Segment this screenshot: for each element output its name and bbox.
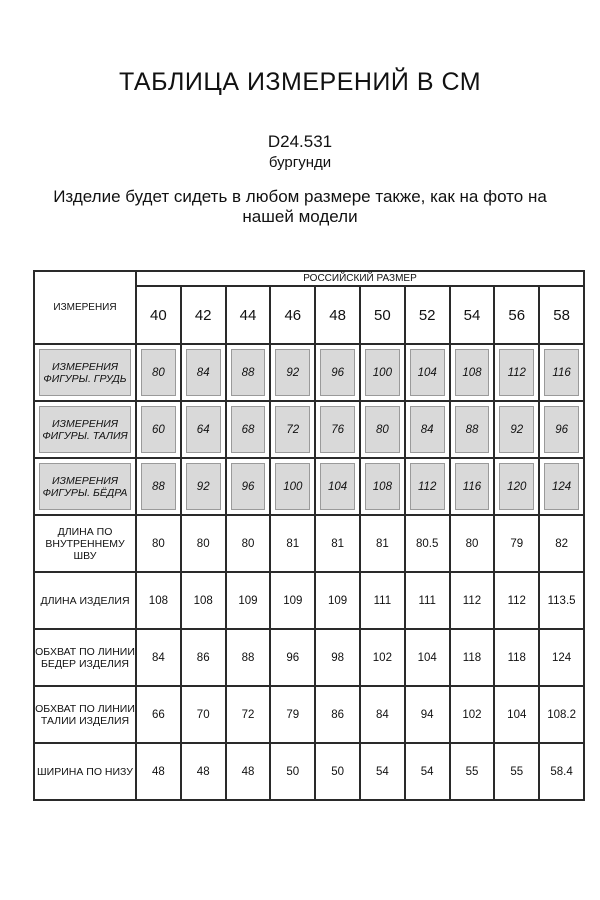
table-cell: 112 xyxy=(494,344,539,401)
table-cell: 124 xyxy=(539,629,584,686)
table-row xyxy=(34,515,584,572)
table-cell: 96 xyxy=(315,344,360,401)
table-cell: 86 xyxy=(315,686,360,743)
table-cell: 84 xyxy=(181,344,226,401)
table-cell: 92 xyxy=(270,344,315,401)
table-cell: 80 xyxy=(450,515,495,572)
table-cell: 92 xyxy=(181,458,226,515)
table-cell: 124 xyxy=(539,458,584,515)
color-name: бургунди xyxy=(268,154,332,171)
table-cell: 66 xyxy=(136,686,181,743)
size-header-cell: 44 xyxy=(226,286,271,344)
table-cell: 108 xyxy=(136,572,181,629)
row-label: ИЗМЕРЕНИЯ ФИГУРЫ. БЁДРА xyxy=(34,458,136,515)
table-cell: 72 xyxy=(270,401,315,458)
table-cell: 118 xyxy=(450,629,495,686)
table-cell: 84 xyxy=(360,686,405,743)
article-number: D24.531 xyxy=(267,132,333,151)
table-cell: 79 xyxy=(270,686,315,743)
table-cell: 81 xyxy=(315,515,360,572)
table-cell: 88 xyxy=(226,344,271,401)
row-label: ИЗМЕРЕНИЯ ФИГУРЫ. ГРУДЬ xyxy=(34,344,136,401)
table-cell: 81 xyxy=(360,515,405,572)
table-cell: 104 xyxy=(494,686,539,743)
size-header-cell: 40 xyxy=(136,286,181,344)
table-cell: 109 xyxy=(270,572,315,629)
table-cell: 54 xyxy=(360,743,405,800)
table-cell: 102 xyxy=(360,629,405,686)
table-cell: 79 xyxy=(494,515,539,572)
table-cell: 84 xyxy=(136,629,181,686)
table-cell: 100 xyxy=(270,458,315,515)
table-cell: 54 xyxy=(405,743,450,800)
size-table xyxy=(33,270,585,801)
table-cell: 120 xyxy=(494,458,539,515)
table-cell: 98 xyxy=(315,629,360,686)
table-cell: 111 xyxy=(405,572,450,629)
table-row xyxy=(34,629,584,686)
table-row xyxy=(34,344,584,401)
table-cell: 104 xyxy=(315,458,360,515)
table-cell: 112 xyxy=(405,458,450,515)
table-cell: 70 xyxy=(181,686,226,743)
table-cell: 72 xyxy=(226,686,271,743)
table-cell: 86 xyxy=(181,629,226,686)
size-header-cell: 52 xyxy=(405,286,450,344)
table-cell: 64 xyxy=(181,401,226,458)
table-cell: 104 xyxy=(405,629,450,686)
table-cell: 108 xyxy=(360,458,405,515)
table-cell: 80 xyxy=(136,344,181,401)
table-cell: 50 xyxy=(315,743,360,800)
table-cell: 108 xyxy=(181,572,226,629)
table-cell: 80.5 xyxy=(405,515,450,572)
table-cell: 76 xyxy=(315,401,360,458)
table-row xyxy=(34,743,584,800)
table-cell: 109 xyxy=(315,572,360,629)
table-cell: 80 xyxy=(181,515,226,572)
table-cell: 58.4 xyxy=(539,743,584,800)
table-row xyxy=(34,686,584,743)
table-cell: 80 xyxy=(360,401,405,458)
table-cell: 88 xyxy=(136,458,181,515)
table-cell: 109 xyxy=(226,572,271,629)
table-cell: 116 xyxy=(450,458,495,515)
table-cell: 111 xyxy=(360,572,405,629)
size-header-cell: 58 xyxy=(539,286,584,344)
row-label: ОБХВАТ ПО ЛИНИИ БЕДЕР ИЗДЕЛИЯ xyxy=(34,629,136,686)
row-label: ДЛИНА ИЗДЕЛИЯ xyxy=(34,572,136,629)
table-cell: 55 xyxy=(450,743,495,800)
measurements-header: ИЗМЕРЕНИЯ xyxy=(34,271,136,344)
table-cell: 60 xyxy=(136,401,181,458)
row-label: ШИРИНА ПО НИЗУ xyxy=(34,743,136,800)
size-header-cell: 50 xyxy=(360,286,405,344)
row-label: ИЗМЕРЕНИЯ ФИГУРЫ. ТАЛИЯ xyxy=(34,401,136,458)
table-cell: 102 xyxy=(450,686,495,743)
table-cell: 81 xyxy=(270,515,315,572)
table-cell: 82 xyxy=(539,515,584,572)
table-cell: 100 xyxy=(360,344,405,401)
table-cell: 108 xyxy=(450,344,495,401)
table-cell: 48 xyxy=(181,743,226,800)
table-cell: 80 xyxy=(136,515,181,572)
table-cell: 118 xyxy=(494,629,539,686)
table-row xyxy=(34,458,584,515)
table-cell: 96 xyxy=(226,458,271,515)
table-row xyxy=(34,401,584,458)
table-cell: 55 xyxy=(494,743,539,800)
table-cell: 48 xyxy=(226,743,271,800)
table-cell: 94 xyxy=(405,686,450,743)
size-header-cell: 48 xyxy=(315,286,360,344)
table-body xyxy=(34,344,584,800)
size-header-cell: 46 xyxy=(270,286,315,344)
table-cell: 112 xyxy=(494,572,539,629)
fit-note: Изделие будет сидеть в любом размере также, как на фото на нашей модели xyxy=(53,187,547,226)
table-cell: 48 xyxy=(136,743,181,800)
table-cell: 88 xyxy=(450,401,495,458)
table-cell: 108.2 xyxy=(539,686,584,743)
russian-size-header: РОССИЙСКИЙ РАЗМЕР xyxy=(136,271,584,286)
table-cell: 113.5 xyxy=(539,572,584,629)
table-cell: 116 xyxy=(539,344,584,401)
table-cell: 96 xyxy=(270,629,315,686)
table-cell: 92 xyxy=(494,401,539,458)
table-cell: 88 xyxy=(226,629,271,686)
size-header-cell: 56 xyxy=(494,286,539,344)
size-header-cell: 54 xyxy=(450,286,495,344)
row-label: ОБХВАТ ПО ЛИНИИ ТАЛИИ ИЗДЕЛИЯ xyxy=(34,686,136,743)
row-label: ДЛИНА ПО ВНУТРЕННЕМУ ШВУ xyxy=(34,515,136,572)
size-header-cell: 42 xyxy=(181,286,226,344)
table-cell: 84 xyxy=(405,401,450,458)
table-cell: 104 xyxy=(405,344,450,401)
table-cell: 112 xyxy=(450,572,495,629)
table-cell: 96 xyxy=(539,401,584,458)
table-row xyxy=(34,572,584,629)
table-cell: 50 xyxy=(270,743,315,800)
table-cell: 68 xyxy=(226,401,271,458)
page-title: ТАБЛИЦА ИЗМЕРЕНИЙ В СМ xyxy=(118,68,482,96)
table-cell: 80 xyxy=(226,515,271,572)
